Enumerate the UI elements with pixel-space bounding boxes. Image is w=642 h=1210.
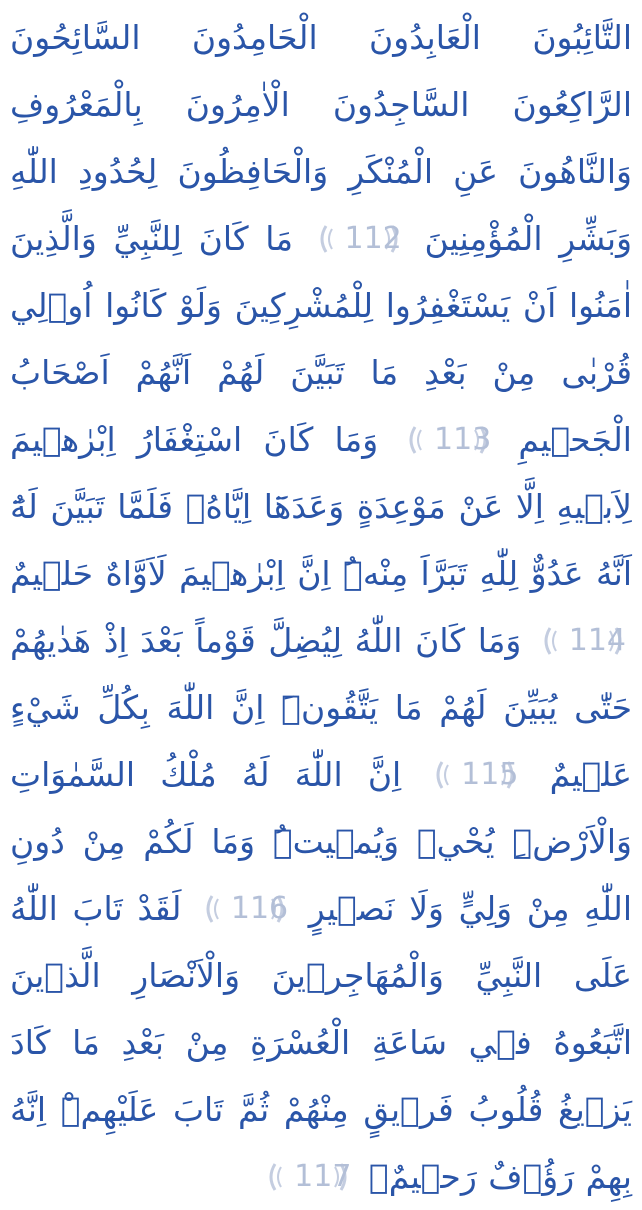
ayah-number: 113 <box>434 422 492 457</box>
verse-text-112: مَا كَانَ لِلنَّبِيِّ وَالَّذِينَ اٰمَنُوا اَنْ يَسْتَغْفِرُوا لِلْمُشْرِكِينَ وَلَوْ كَانُوا اُو۬لِي قُرْبٰى مِنْ بَعْدِ مَا تَبَيَّنَ لَهُمْ اَنَّهُمْ اَصْحَابُ الْجَح۪يمِ <box>10 219 632 459</box>
ayah-number-marker <box>432 756 518 794</box>
ayah-number-marker <box>316 220 402 258</box>
ayah-number-marker <box>540 622 626 660</box>
ayah-number: 115 <box>461 757 519 792</box>
verse-text-113: وَمَا كَانَ اسْتِغْفَارُ اِبْرٰه۪يمَ لِاَب۪يهِ اِلَّا عَنْ مَوْعِدَةٍ وَعَدَهَٓا اِيَّاهُۚ فَلَمَّا تَبَيَّنَ لَهُٓ اَنَّهُ عَدُوٌّ لِلّٰهِ تَبَرَّاَ مِنْهُۜ اِنَّ اِبْرٰه۪يمَ لَاَوَّاهٌ حَل۪يمٌ <box>10 420 632 593</box>
verse-text-116: لَقَدْ تَابَ اللّٰهُ عَلَى النَّبِيِّ وَالْمُهَاجِر۪ينَ وَالْاَنْصَارِ الَّذ۪ينَ اتَّبَعُوهُ ف۪ي سَاعَةِ الْعُسْرَةِ مِنْ بَعْدِ مَا كَادَ يَز۪يغُ قُلُوبُ فَر۪يقٍ مِنْهُمْ ثُمَّ تَابَ عَلَيْهِمْۜ اِنَّهُ بِهِمْ رَؤُ۫فٌ رَح۪يمٌۙ <box>10 889 632 1196</box>
verse-text-115: اِنَّ اللّٰهَ لَهُ مُلْكُ السَّمٰوَاتِ وَالْاَرْضِۜ يُحْي۪ وَيُم۪يتُۜ وَمَا لَكُمْ مِنْ دُونِ اللّٰهِ مِنْ وَلِيٍّ وَلَا نَص۪يرٍ <box>10 755 632 928</box>
ayah-number: 117 <box>294 1159 352 1194</box>
ayah-number-marker <box>202 890 288 928</box>
ayah-number: 116 <box>230 891 289 926</box>
verse-text-114: وَمَا كَانَ اللّٰهُ لِيُضِلَّ قَوْماً بَعْدَ اِذْ هَدٰيهُمْ حَتّٰى يُبَيِّنَ لَهُمْ مَا يَتَّقُونَۜ اِنَّ اللّٰهَ بِكُلِّ شَيْءٍ عَل۪يمٌ <box>10 621 632 794</box>
ayah-number: 114 <box>568 623 626 658</box>
ayah-number: 112 <box>344 221 402 256</box>
ayah-number-marker <box>405 421 491 459</box>
ayah-number-marker <box>265 1158 351 1196</box>
verse-text-111: التَّائِبُونَ الْعَابِدُونَ الْحَامِدُونَ السَّائِحُونَ الرَّاكِعُونَ السَّاجِدُونَ الْاٰمِرُونَ بِالْمَعْرُوفِ وَالنَّاهُونَ عَنِ الْمُنْكَرِ وَالْحَافِظُونَ لِحُدُودِ اللّٰهِ وَبَشِّرِ الْمُؤْمِنِينَ <box>10 18 633 258</box>
verse-text-block <box>10 4 632 1210</box>
